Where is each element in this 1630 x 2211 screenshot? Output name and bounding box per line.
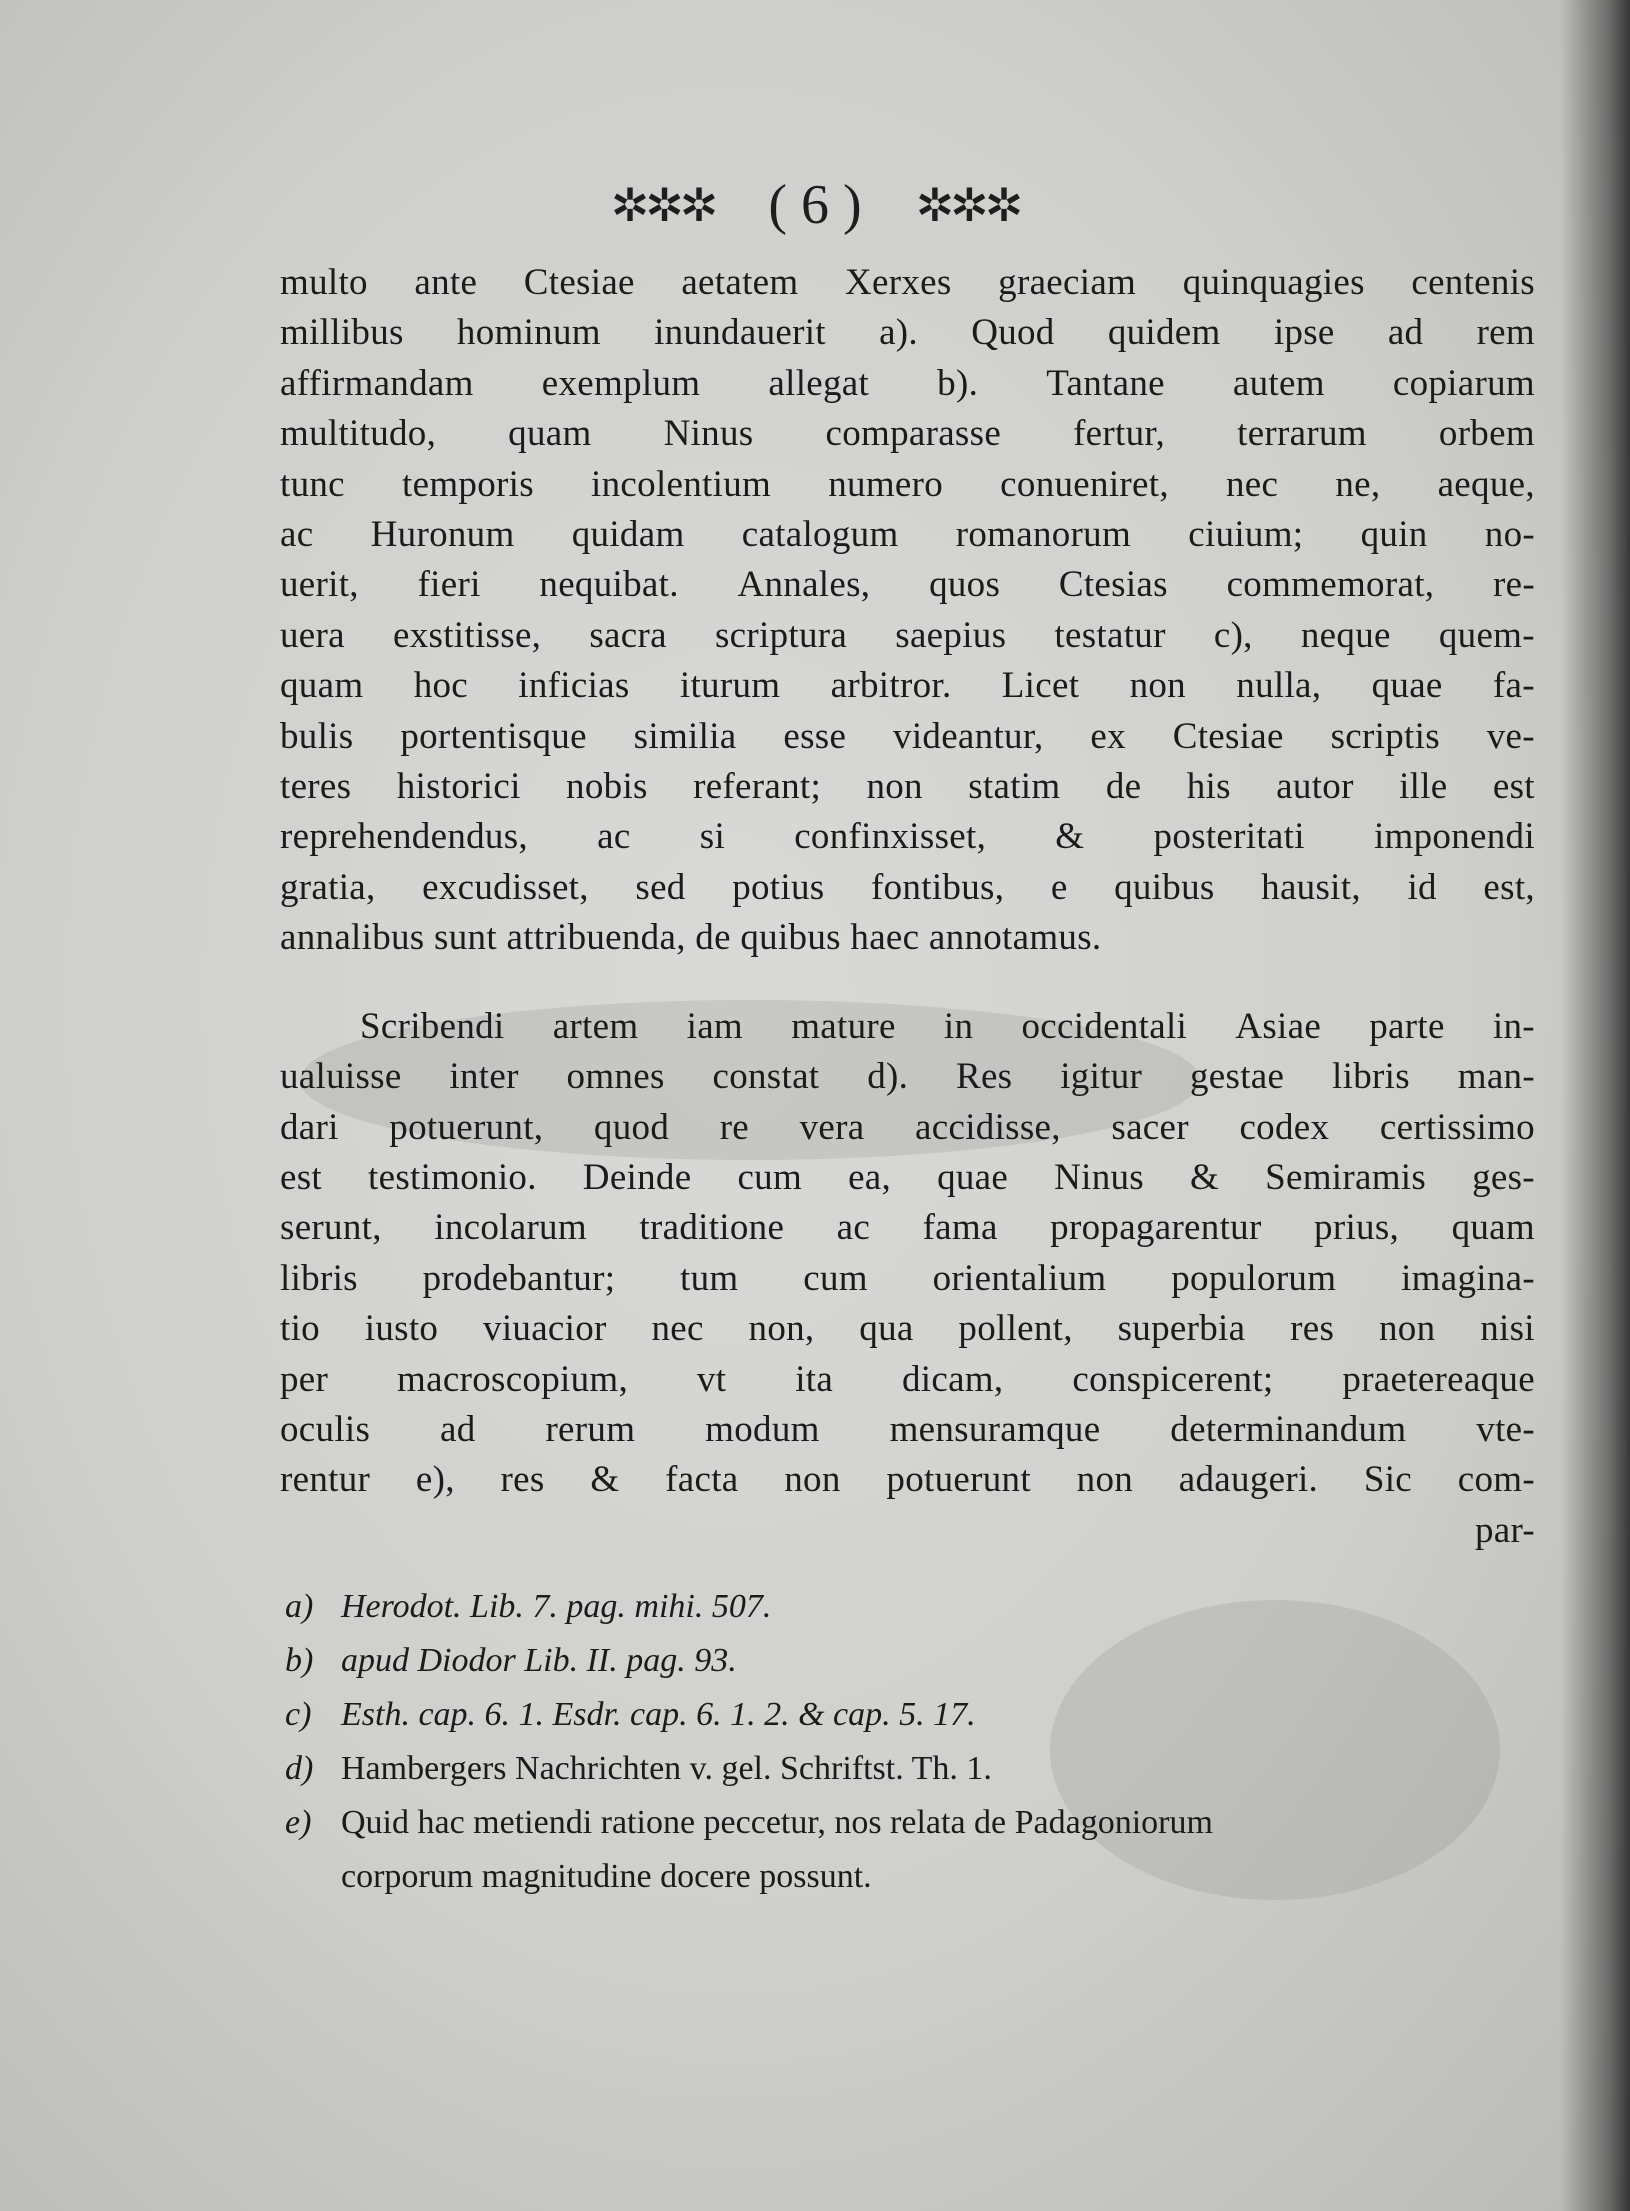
paragraph-gap xyxy=(280,964,1535,1002)
text-line: rentur e), res & facta non potuerunt non adaugeri. Sic com- xyxy=(280,1459,1535,1501)
footnote-label: d) xyxy=(285,1750,314,1787)
main-text xyxy=(280,258,1535,1556)
text-line: uerit, fieri nequibat. Annales, quos Ctesias commemorat, re- xyxy=(280,564,1535,606)
footnote-label: a) xyxy=(285,1588,314,1625)
text-line: reprehendendus, ac si confinxisset, & posteritati imponendi xyxy=(280,816,1535,858)
text-line: teres historici nobis referant; non statim de his autor ille est xyxy=(280,766,1535,808)
footnotes xyxy=(285,1580,1545,1904)
footnote xyxy=(285,1742,1545,1796)
text-line: affirmandam exemplum allegat b). Tantane autem copiarum xyxy=(280,362,1535,404)
text-line: millibus hominum inundauerit a). Quod quidem ipse ad rem xyxy=(280,312,1535,354)
ornament-right-icon: ✲✲✲ xyxy=(915,180,1020,232)
text-line: tio iusto viuacior nec non, qua pollent, superbia res non nisi xyxy=(280,1308,1535,1350)
footnote-text: Esth. cap. 6. 1. Esdr. cap. 6. 1. 2. & cap. 5. 17. xyxy=(341,1696,976,1733)
footnote-text: Herodot. Lib. 7. pag. mihi. 507. xyxy=(341,1588,772,1625)
text-line: uera exstitisse, sacra scriptura saepius testatur c), neque quem- xyxy=(280,614,1535,656)
text-line: ualuisse inter omnes constat d). Res igitur gestae libris man- xyxy=(280,1056,1535,1098)
catchword-line xyxy=(280,1506,1535,1556)
text-line: per macroscopium, vt ita dicam, conspicerent; praetereaque xyxy=(280,1358,1535,1400)
footnote-continuation: corporum magnitudine docere possunt. xyxy=(341,1858,872,1895)
footnote-label: b) xyxy=(285,1642,314,1679)
footnote xyxy=(285,1634,1545,1688)
text-line: gratia, excudisset, sed potius fontibus, e quibus hausit, id est, xyxy=(280,866,1535,908)
paragraph-2 xyxy=(280,1002,1535,1506)
text-line: bulis portentisque similia esse videantur, ex Ctesiae scriptis ve- xyxy=(280,715,1535,757)
footnote-label: e) xyxy=(285,1804,312,1841)
text-line: est testimonio. Deinde cum ea, quae Ninus & Semiramis ges- xyxy=(280,1156,1535,1198)
text-line: multitudo, quam Ninus comparasse fertur, terrarum orbem xyxy=(280,413,1535,455)
footnote xyxy=(285,1688,1545,1742)
text-line: annalibus sunt attribuenda, de quibus haec annotamus. xyxy=(280,917,1102,959)
page-edge-shadow xyxy=(1560,0,1630,2211)
footnote xyxy=(285,1580,1545,1634)
ornament-left-icon: ✲✲✲ xyxy=(610,180,715,232)
text-line: libris prodebantur; tum cum orientalium populorum imagina- xyxy=(280,1257,1535,1299)
text-line: ac Huronum quidam catalogum romanorum ciuium; quin no- xyxy=(280,514,1535,556)
footnote-text: apud Diodor Lib. II. pag. 93. xyxy=(341,1642,737,1679)
footnote-label: c) xyxy=(285,1696,312,1733)
text-line: tunc temporis incolentium numero conueniret, nec ne, aeque, xyxy=(280,463,1535,505)
text-line: dari potuerunt, quod re vera accidisse, sacer codex certissimo xyxy=(280,1106,1535,1148)
footnote xyxy=(285,1796,1545,1850)
footnote-text: Quid hac metiendi ratione peccetur, nos relata de Padagoniorum xyxy=(341,1804,1213,1841)
text-line: oculis ad rerum modum mensuramque determinandum vte- xyxy=(280,1408,1535,1450)
text-line: serunt, incolarum traditione ac fama propagarentur prius, quam xyxy=(280,1207,1535,1249)
page-header xyxy=(0,168,1630,237)
text-line: quam hoc inficias iturum arbitror. Licet non nulla, quae fa- xyxy=(280,665,1535,707)
paragraph-1 xyxy=(280,258,1535,964)
text-line: multo ante Ctesiae aetatem Xerxes graeciam quinquagies centenis xyxy=(280,262,1535,303)
footnote-text: Hambergers Nachrichten v. gel. Schriftst. Th. 1. xyxy=(341,1750,992,1787)
page-number: ( 6 ) xyxy=(768,174,862,237)
text-line: Scribendi artem iam mature in occidentali Asiae parte in- xyxy=(360,1005,1535,1047)
catchword: par- xyxy=(1474,1509,1535,1551)
